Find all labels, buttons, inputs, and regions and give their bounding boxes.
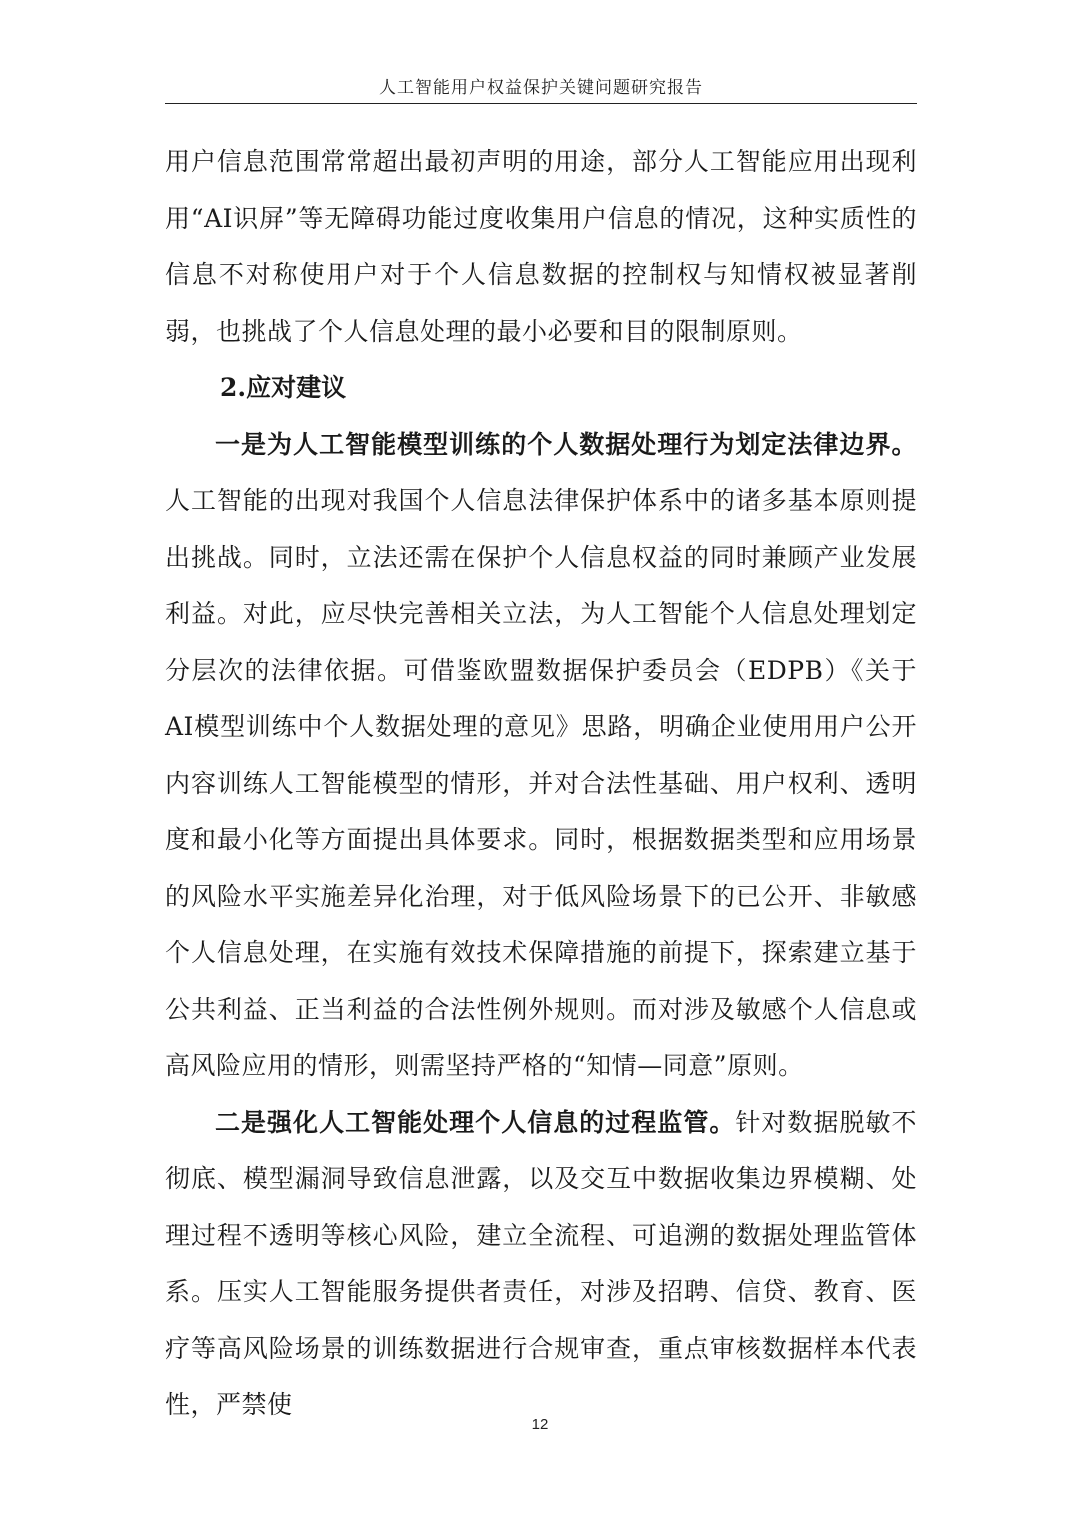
document-body: [165, 134, 917, 1434]
header-divider: [165, 103, 917, 104]
section-heading: 2.应对建议: [220, 373, 347, 402]
paragraph-2-text: 针对数据脱敏不彻底、模型漏洞导致信息泄露，以及交互中数据收集边界模糊、处理过程不透明等核心风险，建立全流程、可追溯的数据处理监管体系。压实人工智能服务提供者责任，对涉及招聘、信贷、教育、医疗等高风险场景的训练数据进行合规审查，重点审核数据样本代表性，严禁使: [165, 1107, 917, 1419]
paragraph-1-lead: 一是为人工智能模型训练的个人数据处理行为划定法律边界。: [215, 429, 917, 459]
paragraph-1-text: 人工智能的出现对我国个人信息法律保护体系中的诸多基本原则提出挑战。同时，立法还需在保护个人信息权益的同时兼顾产业发展利益。对此，应尽快完善相关立法，为人工智能个人信息处理划定分层次的法律依据。可借鉴欧盟数据保护委员会（EDPB）《关于AI模型训练中个人数据处理的意见》思路，明确企业使用用户公开内容训练人工智能模型的情形，并对合法性基础、用户权利、透明度和最小化等方面提出具体要求。同时，根据数据类型和应用场景的风险水平实施差异化治理，对于低风险场景下的已公开、非敏感个人信息处理，在实施有效技术保障措施的前提下，探索建立基于公共利益、正当利益的合法性例外规则。而对涉及敏感个人信息或高风险应用的情形，则需坚持严格的“知情—同意”原则。: [165, 486, 917, 1080]
paragraph-2-lead: 二是强化人工智能处理个人信息的过程监管。: [215, 1107, 736, 1137]
paragraph-recommendation-1: [165, 417, 917, 1095]
page-number: 12: [531, 1416, 549, 1433]
page-header-title: 人工智能用户权益保护关键问题研究报告: [379, 78, 703, 98]
paragraph-recommendation-2: [165, 1095, 917, 1434]
paragraph-intro: 用户信息范围常常超出最初声明的用途，部分人工智能应用出现利用“AI识屏”等无障碍功能过度收集用户信息的情况，这种实质性的信息不对称使用户对于个人信息数据的控制权与知情权被显著削弱，也挑战了个人信息处理的最小必要和目的限制原则。: [165, 147, 917, 346]
